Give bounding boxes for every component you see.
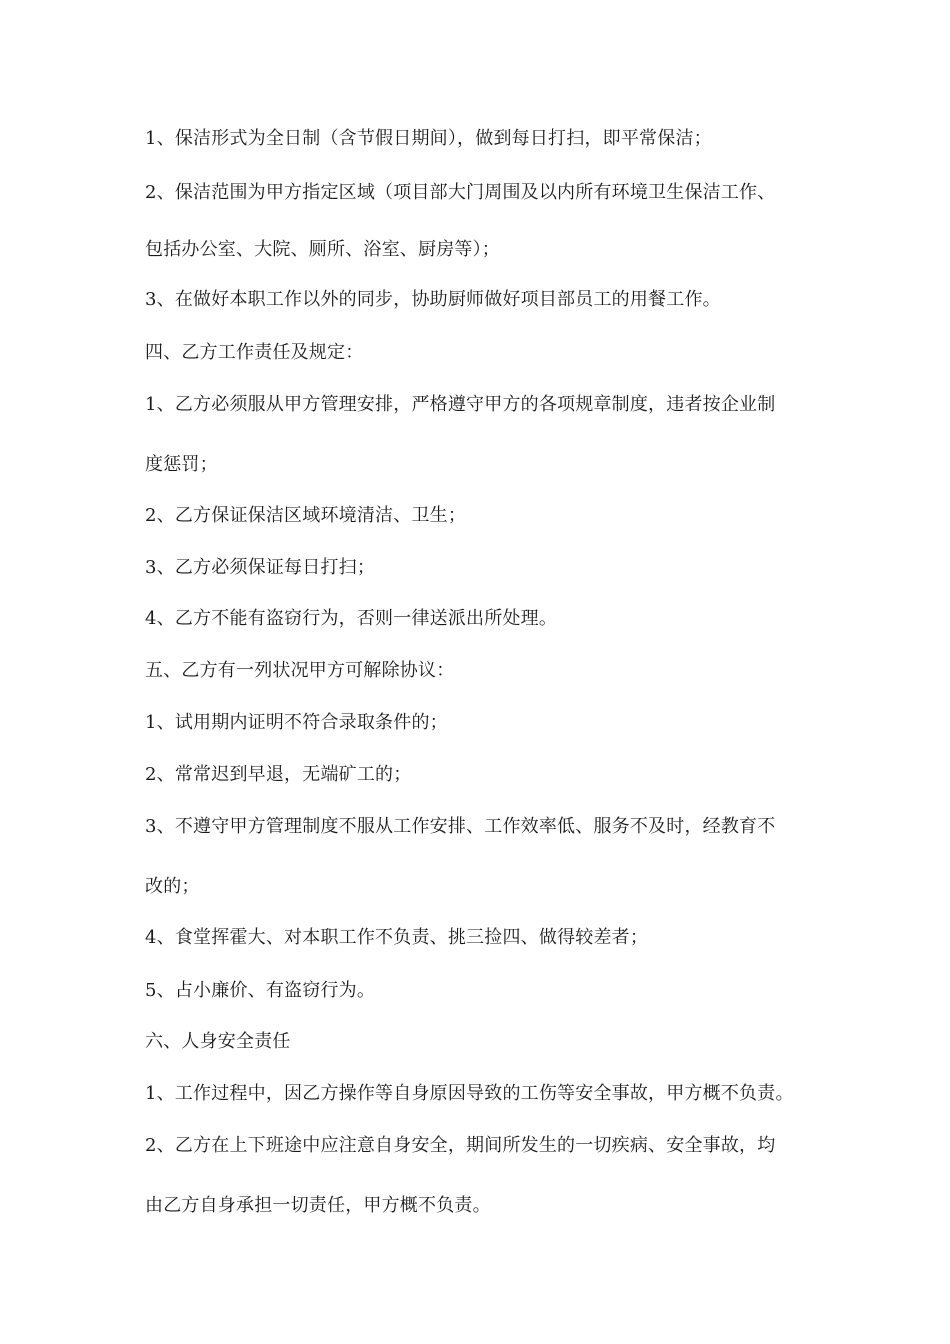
clause-3-item-2-continued: 包括办公室、大院、厕所、浴室、厨房等）； — [145, 239, 500, 260]
clause-3-item-3: 3、在做好本职工作以外的同步，协助厨师做好项目部员工的用餐工作。 — [145, 289, 721, 310]
clause-5-item-5: 5、占小廉价、有盗窃行为。 — [145, 980, 376, 1001]
section-heading-5: 五、乙方有一列状况甲方可解除协议： — [145, 660, 455, 681]
clause-3-item-2: 2、保洁范围为甲方指定区域（项目部大门周围及以内所有环境卫生保洁工作、 — [145, 182, 776, 203]
clause-5-item-3: 3、不遵守甲方管理制度不服从工作安排、工作效率低、服务不及时，经教育不 — [145, 816, 776, 837]
section-heading-4: 四、乙方工作责任及规定： — [145, 342, 364, 363]
clause-6-item-2: 2、乙方在上下班途中应注意自身安全，期间所发生的一切疾病、安全事故，均 — [145, 1135, 776, 1156]
clause-4-item-1: 1、乙方必须服从甲方管理安排，严格遵守甲方的各项规章制度，违者按企业制 — [145, 394, 776, 415]
clause-4-item-1-continued: 度惩罚； — [145, 454, 218, 475]
clause-5-item-3-continued: 改的； — [145, 876, 200, 897]
clause-4-item-4: 4、乙方不能有盗窃行为，否则一律送派出所处理。 — [145, 608, 558, 629]
clause-6-item-2-continued: 由乙方自身承担一切责任，甲方概不负责。 — [145, 1195, 491, 1216]
clause-5-item-1: 1、试用期内证明不符合录取条件的； — [145, 712, 448, 733]
section-heading-6: 六、人身安全责任 — [145, 1031, 291, 1052]
clause-4-item-2: 2、乙方保证保洁区域环境清洁、卫生； — [145, 505, 467, 526]
clause-6-item-1: 1、工作过程中，因乙方操作等自身原因导致的工伤等安全事故，甲方概不负责。 — [145, 1083, 794, 1104]
clause-5-item-4: 4、食堂挥霍大、对本职工作不负责、挑三捡四、做得较差者； — [145, 927, 649, 948]
clause-5-item-2: 2、常常迟到早退，无端矿工的； — [145, 764, 412, 785]
clause-4-item-3: 3、乙方必须保证每日打扫； — [145, 557, 376, 578]
clause-3-item-1: 1、保洁形式为全日制（含节假日期间），做到每日打扫，即平常保洁； — [145, 128, 712, 149]
